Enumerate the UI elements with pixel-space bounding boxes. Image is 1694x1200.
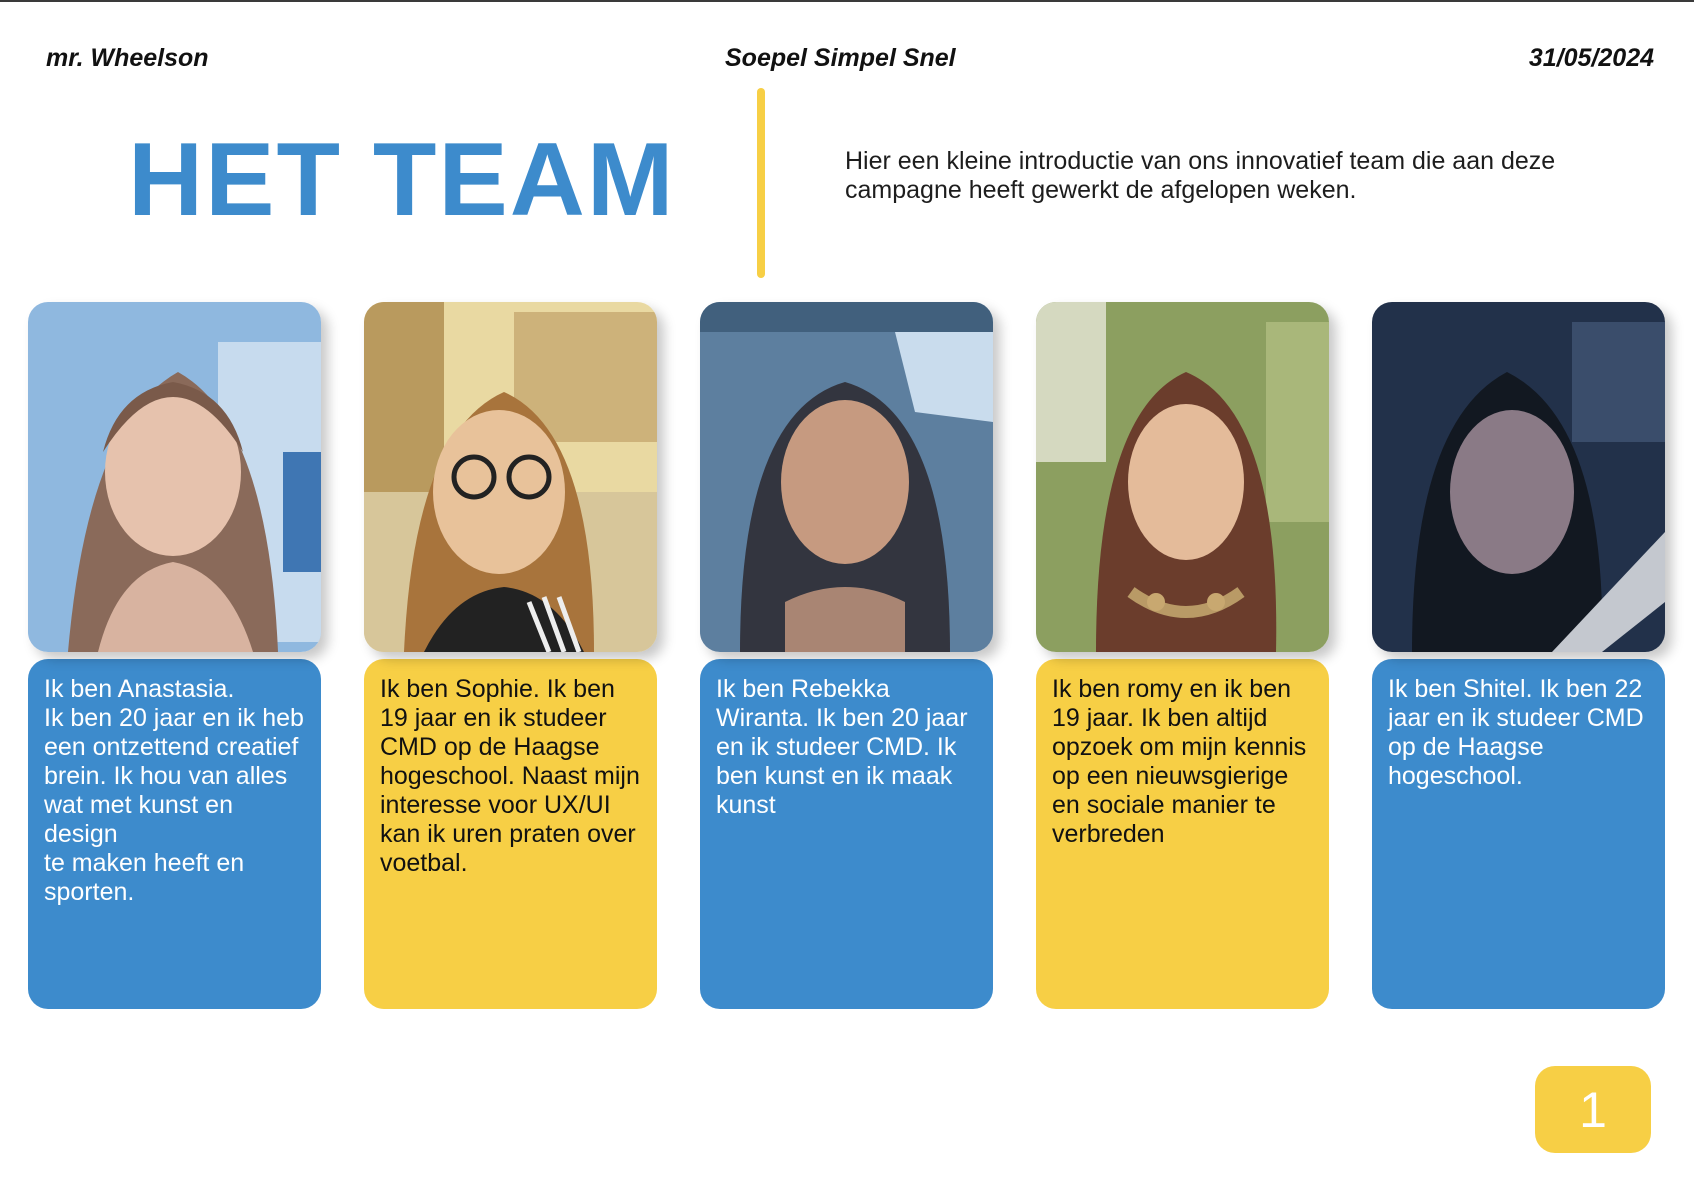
page-title: HET TEAM [128,122,676,238]
member-photo-1 [28,302,321,652]
member-photo-5 [1372,302,1665,652]
member-bio-4: Ik ben romy en ik ben 19 jaar. Ik ben altijd opzoek om mijn kennis op een nieuwsgierige en sociale manier te verbreden [1036,659,1329,1009]
page-number-badge: 1 [1535,1066,1651,1153]
member-photo-3 [700,302,993,652]
member-bio-2: Ik ben Sophie. Ik ben 19 jaar en ik studeer CMD op de Haagse hogeschool. Naast mijn interesse voor UX/UI kan ik uren praten over voetbal. [364,659,657,1009]
vertical-divider [757,88,765,278]
team-card-4 [1036,302,1329,1009]
team-card-5 [1372,302,1665,1009]
intro-text: Hier een kleine introductie van ons innovatief team die aan deze campagne heeft gewerkt de afgelopen weken. [845,147,1556,204]
header-company: mr. Wheelson [46,44,209,72]
member-bio-3: Ik ben Rebekka Wiranta. Ik ben 20 jaar en ik studeer CMD. Ik ben kunst en ik maak kunst [700,659,993,1009]
member-bio-5: Ik ben Shitel. Ik ben 22 jaar en ik studeer CMD op de Haagse hogeschool. [1372,659,1665,1009]
member-photo-4 [1036,302,1329,652]
header-slogan: Soepel Simpel Snel [725,44,956,72]
top-rule [0,0,1694,2]
member-bio-1: Ik ben Anastasia. Ik ben 20 jaar en ik heb een ontzettend creatief brein. Ik hou van alles wat met kunst en design te maken heeft en sporten. [28,659,321,1009]
team-card-3 [700,302,993,1009]
header-date: 31/05/2024 [1528,44,1654,72]
team-card-1 [28,302,321,1009]
member-photo-2 [364,302,657,652]
team-card-2 [364,302,657,1009]
